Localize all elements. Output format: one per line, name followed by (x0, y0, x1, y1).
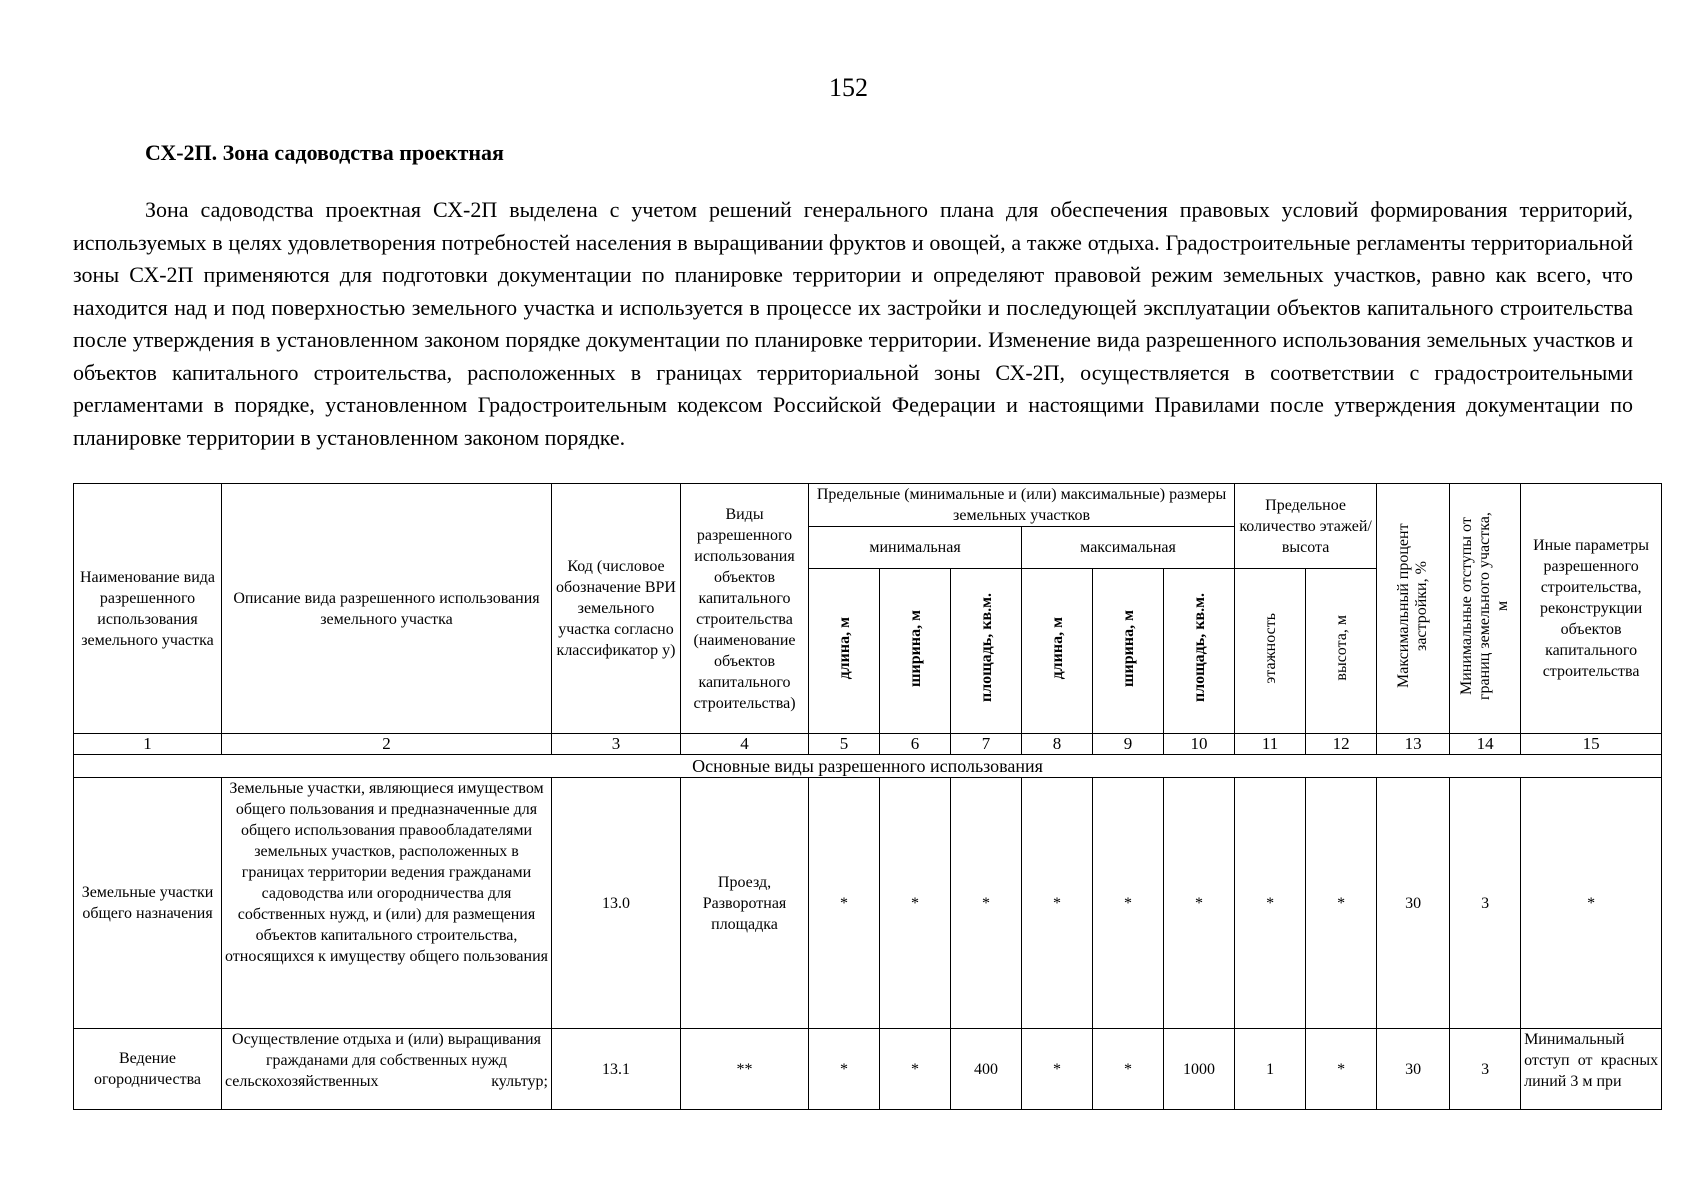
row-floors: 1 (1235, 1029, 1306, 1110)
row-min-area: 400 (951, 1029, 1022, 1110)
column-number: 6 (880, 734, 951, 755)
row-height: * (1306, 1029, 1377, 1110)
header-other: Иные параметры разрешенного строительства, реконструкции объектов капитального строительства (1521, 484, 1662, 734)
row-description: Осуществление отдыха и (или) выращивания гражданами для собственных нужд сельскохозяйственных культур; (222, 1029, 552, 1110)
row-objects: ** (681, 1029, 809, 1110)
column-number: 2 (222, 734, 552, 755)
table-row (74, 778, 1662, 1029)
row-coverage: 30 (1377, 778, 1450, 1029)
header-min-length (809, 569, 880, 734)
header-coverage (1377, 484, 1450, 734)
row-name: Ведение огородничества (74, 1029, 222, 1110)
header-max-width-text: ширина, м (1119, 609, 1137, 687)
header-objects: Виды разрешенного использования объектов капитального строительства (наименование объектов капитального строительства) (681, 484, 809, 734)
row-max-width: * (1093, 1029, 1164, 1110)
intro-paragraph: Зона садоводства проектная СХ-2П выделена с учетом решений генерального плана для обеспечения правовых условий формирования территорий, используемых в целях удовлетворения потребностей населения в выращивании фруктов и овощей, а также отдыха. Градостроительные регламенты территориальной зоны СХ-2П применяются для подготовки документации по планировке территории и определяют правовой режим земельных участков, равно как всего, что находится над и под поверхностью земельного участка и используется в процессе их застройки и последующей эксплуатации объектов капитального строительства после утверждения в установленном законом порядке документации по планировке территории. Изменение вида разрешенного использования земельных участков и объектов капитального строительства, расположенных в границах территориальной зоны СХ-2П, осуществляется в соответствии с градостроительными регламентами в порядке, установленном Градостроительным кодексом Российской Федерации и настоящими Правилами после утверждения документации по планировке территории в установленном законом порядке. (73, 197, 1633, 450)
row-other: * (1521, 778, 1662, 1029)
column-number: 11 (1235, 734, 1306, 755)
column-number: 13 (1377, 734, 1450, 755)
regulations-table (73, 483, 1662, 1110)
header-max-area (1164, 569, 1235, 734)
header-code: Код (числовое обозначение ВРИ земельного участка согласно классификатор у) (552, 484, 681, 734)
header-max-area-text: площадь, кв.м. (1190, 593, 1208, 703)
column-number: 3 (552, 734, 681, 755)
header-min-width-text: ширина, м (906, 609, 924, 687)
row-min-length: * (809, 1029, 880, 1110)
header-max-length-text: длина, м (1048, 616, 1066, 680)
header-min-width (880, 569, 951, 734)
row-height: * (1306, 778, 1377, 1029)
row-max-area: 1000 (1164, 1029, 1235, 1110)
section-label: Основные виды разрешенного использования (74, 755, 1662, 778)
header-floors-text: этажность (1261, 612, 1279, 684)
column-number: 12 (1306, 734, 1377, 755)
row-max-length: * (1022, 1029, 1093, 1110)
section-row (74, 755, 1662, 778)
header-max-length (1022, 569, 1093, 734)
column-number: 10 (1164, 734, 1235, 755)
column-number: 8 (1022, 734, 1093, 755)
table-row (74, 1029, 1662, 1110)
row-objects: Проезд, Разворотная площадка (681, 778, 809, 1029)
header-setbacks-text: Минимальные отступы от границ земельного участка, м (1458, 511, 1512, 700)
row-setbacks: 3 (1450, 778, 1521, 1029)
row-min-length: * (809, 778, 880, 1029)
row-code: 13.0 (552, 778, 681, 1029)
column-number: 9 (1093, 734, 1164, 755)
row-max-width: * (1093, 778, 1164, 1029)
header-height (1306, 569, 1377, 734)
column-number: 14 (1450, 734, 1521, 755)
header-description: Описание вида разрешенного использования земельного участка (222, 484, 552, 734)
column-number: 4 (681, 734, 809, 755)
row-other: Минимальный отступ от красных линий 3 м при (1521, 1029, 1662, 1110)
header-floors (1235, 569, 1306, 734)
column-number: 15 (1521, 734, 1662, 755)
row-description: Земельные участки, являющиеся имуществом общего пользования и предназначенные для общего использования правообладателями земельных участков, расположенных в границах территории ведения гражданами садоводства или огородничества для собственных нужд, и (или) для размещения объектов капитального строительства, относящихся к имуществу общего пользования (222, 778, 552, 1029)
header-coverage-text: Максимальный процент застройки, % (1395, 523, 1431, 688)
row-min-area: * (951, 778, 1022, 1029)
column-number: 1 (74, 734, 222, 755)
header-min-area-text: площадь, кв.м. (977, 593, 995, 703)
header-min-length-text: длина, м (835, 616, 853, 680)
header-name: Наименование вида разрешенного использования земельного участка (74, 484, 222, 734)
header-max-width (1093, 569, 1164, 734)
header-min-area (951, 569, 1022, 734)
row-code: 13.1 (552, 1029, 681, 1110)
column-number: 5 (809, 734, 880, 755)
column-number: 7 (951, 734, 1022, 755)
row-max-length: * (1022, 778, 1093, 1029)
header-limits: Предельные (минимальные и (или) максимальные) размеры земельных участков (809, 484, 1235, 527)
header-min: минимальная (809, 527, 1022, 569)
header-floors-group: Предельное количество этажей/ высота (1235, 484, 1377, 569)
header-setbacks (1450, 484, 1521, 734)
page-number: 152 (829, 73, 868, 102)
row-floors: * (1235, 778, 1306, 1029)
row-min-width: * (880, 778, 951, 1029)
row-name: Земельные участки общего назначения (74, 778, 222, 1029)
header-max: максимальная (1022, 527, 1235, 569)
row-setbacks: 3 (1450, 1029, 1521, 1110)
column-number-row (74, 734, 1662, 755)
section-title: СХ-2П. Зона садоводства проектная (145, 140, 504, 165)
row-min-width: * (880, 1029, 951, 1110)
header-height-text: высота, м (1332, 615, 1350, 681)
row-coverage: 30 (1377, 1029, 1450, 1110)
row-max-area: * (1164, 778, 1235, 1029)
